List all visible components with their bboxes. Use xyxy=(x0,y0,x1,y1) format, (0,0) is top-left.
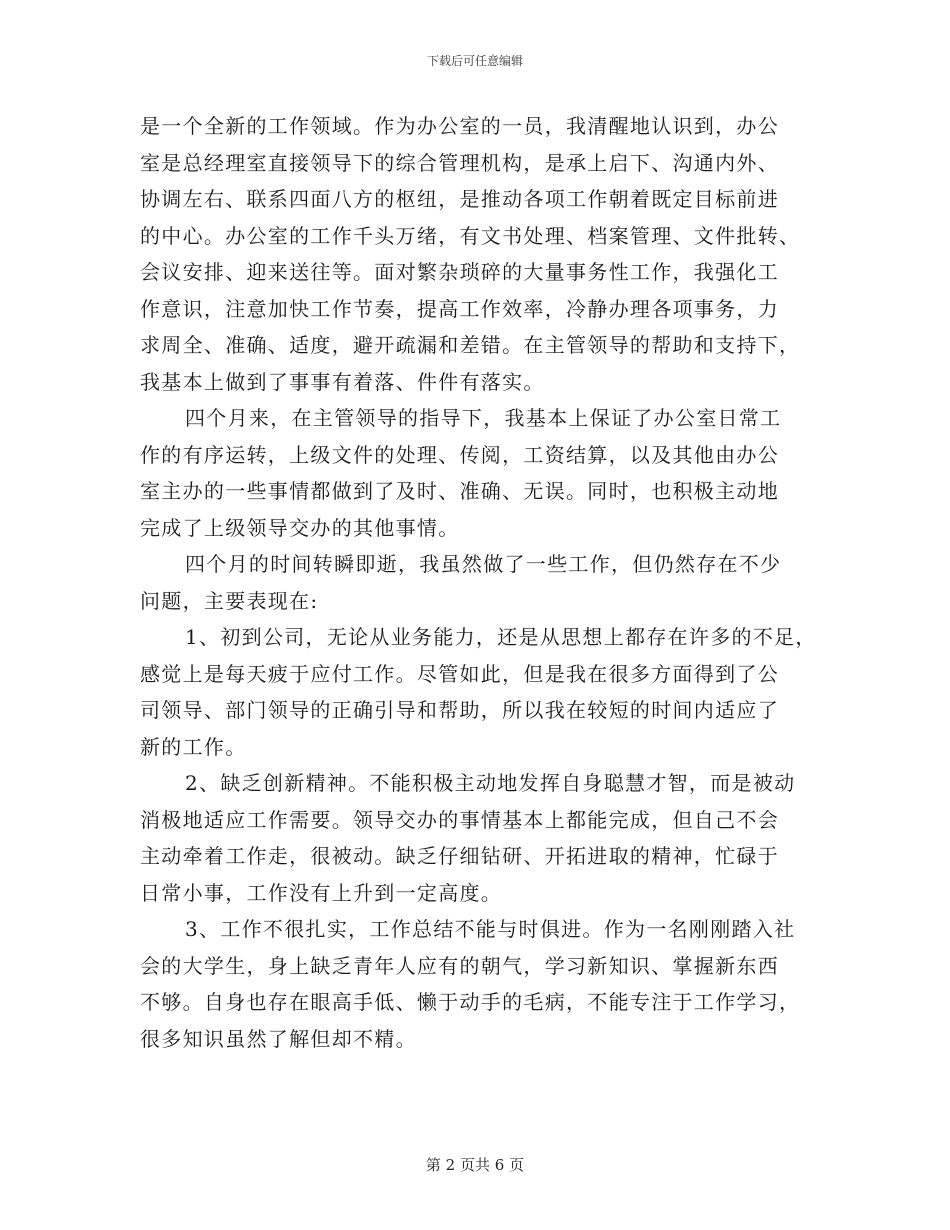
page-footer xyxy=(0,1155,950,1175)
text-line: 室是总经理室直接领导下的综合管理机构，是承上启下、沟通内外、 xyxy=(140,150,779,175)
text-line: 3、工作不很扎实，工作总结不能与时俱进。作为一名刚刚踏入社 xyxy=(185,917,796,941)
text-line: 四个月来，在主管领导的指导下，我基本上保证了办公室日常工 xyxy=(185,406,782,430)
text-line: 1、初到公司，无论从业务能力，还是从思想上都存在许多的不足， xyxy=(185,625,817,649)
text-line: 司领导、部门领导的正确引导和帮助，所以我在较短的时间内适应了 xyxy=(140,698,779,722)
text-line: 感觉上是每天疲于应付工作。尽管如此，但是我在很多方面得到了公 xyxy=(140,661,779,686)
page-header xyxy=(0,53,950,69)
paragraph xyxy=(140,765,830,911)
text-line: 是一个全新的工作领域。作为办公室的一员，我清醒地认识到，办公 xyxy=(140,114,779,138)
text-line: 很多知识虽然了解但却不精。 xyxy=(140,1026,417,1051)
text-line: 会议安排、迎来送往等。面对繁杂琐碎的大量事务性工作，我强化工 xyxy=(140,260,779,284)
text-line: 完成了上级领导交办的其他事情。 xyxy=(140,515,460,540)
text-line: 会的大学生，身上缺乏青年人应有的朝气，学习新知识、掌握新东西 xyxy=(140,953,779,978)
text-line: 作意识，注意加快工作节奏，提高工作效率，冷静办理各项事务，力 xyxy=(140,296,779,321)
text-line: 2、缺乏创新精神。不能积极主动地发挥自身聪慧才智，而是被动 xyxy=(185,771,796,795)
paragraph xyxy=(140,619,830,765)
text-line: 问题，主要表现在: xyxy=(140,588,319,613)
text-line: 日常小事，工作没有上升到一定高度。 xyxy=(140,880,503,905)
text-line: 不够。自身也存在眼高手低、懒于动手的毛病，不能专注于工作学习， xyxy=(140,990,801,1014)
paragraph xyxy=(140,108,830,400)
text-line: 四个月的时间转瞬即逝，我虽然做了一些工作，但仍然存在不少 xyxy=(185,552,782,576)
text-line: 室主办的一些事情都做到了及时、准确、无误。同时，也积极主动地 xyxy=(140,479,779,503)
text-line: 协调左右、联系四面八方的枢纽，是推动各项工作朝着既定目标前进 xyxy=(140,187,779,211)
page-number: 第 2 页共 6 页 xyxy=(425,1156,525,1174)
header-note: 下载后可任意编辑 xyxy=(426,54,523,68)
text-line: 新的工作。 xyxy=(140,734,247,759)
text-line: 作的有序运转，上级文件的处理、传阅，工资结算，以及其他由办公 xyxy=(140,442,779,467)
text-line: 消极地适应工作需要。领导交办的事情基本上都能完成，但自己不会 xyxy=(140,807,779,832)
text-line: 求周全、准确、适度，避开疏漏和差错。在主管领导的帮助和支持下， xyxy=(140,333,801,357)
text-line: 我基本上做到了事事有着落、件件有落实。 xyxy=(140,369,545,394)
paragraph xyxy=(140,911,830,1057)
paragraph xyxy=(140,546,830,619)
text-line: 主动牵着工作走，很被动。缺乏仔细钻研、开拓进取的精神，忙碌于 xyxy=(140,844,779,868)
text-line: 的中心。办公室的工作千头万绪，有文书处理、档案管理、文件批转、 xyxy=(140,223,801,248)
document-body xyxy=(140,108,830,1057)
paragraph xyxy=(140,400,830,546)
